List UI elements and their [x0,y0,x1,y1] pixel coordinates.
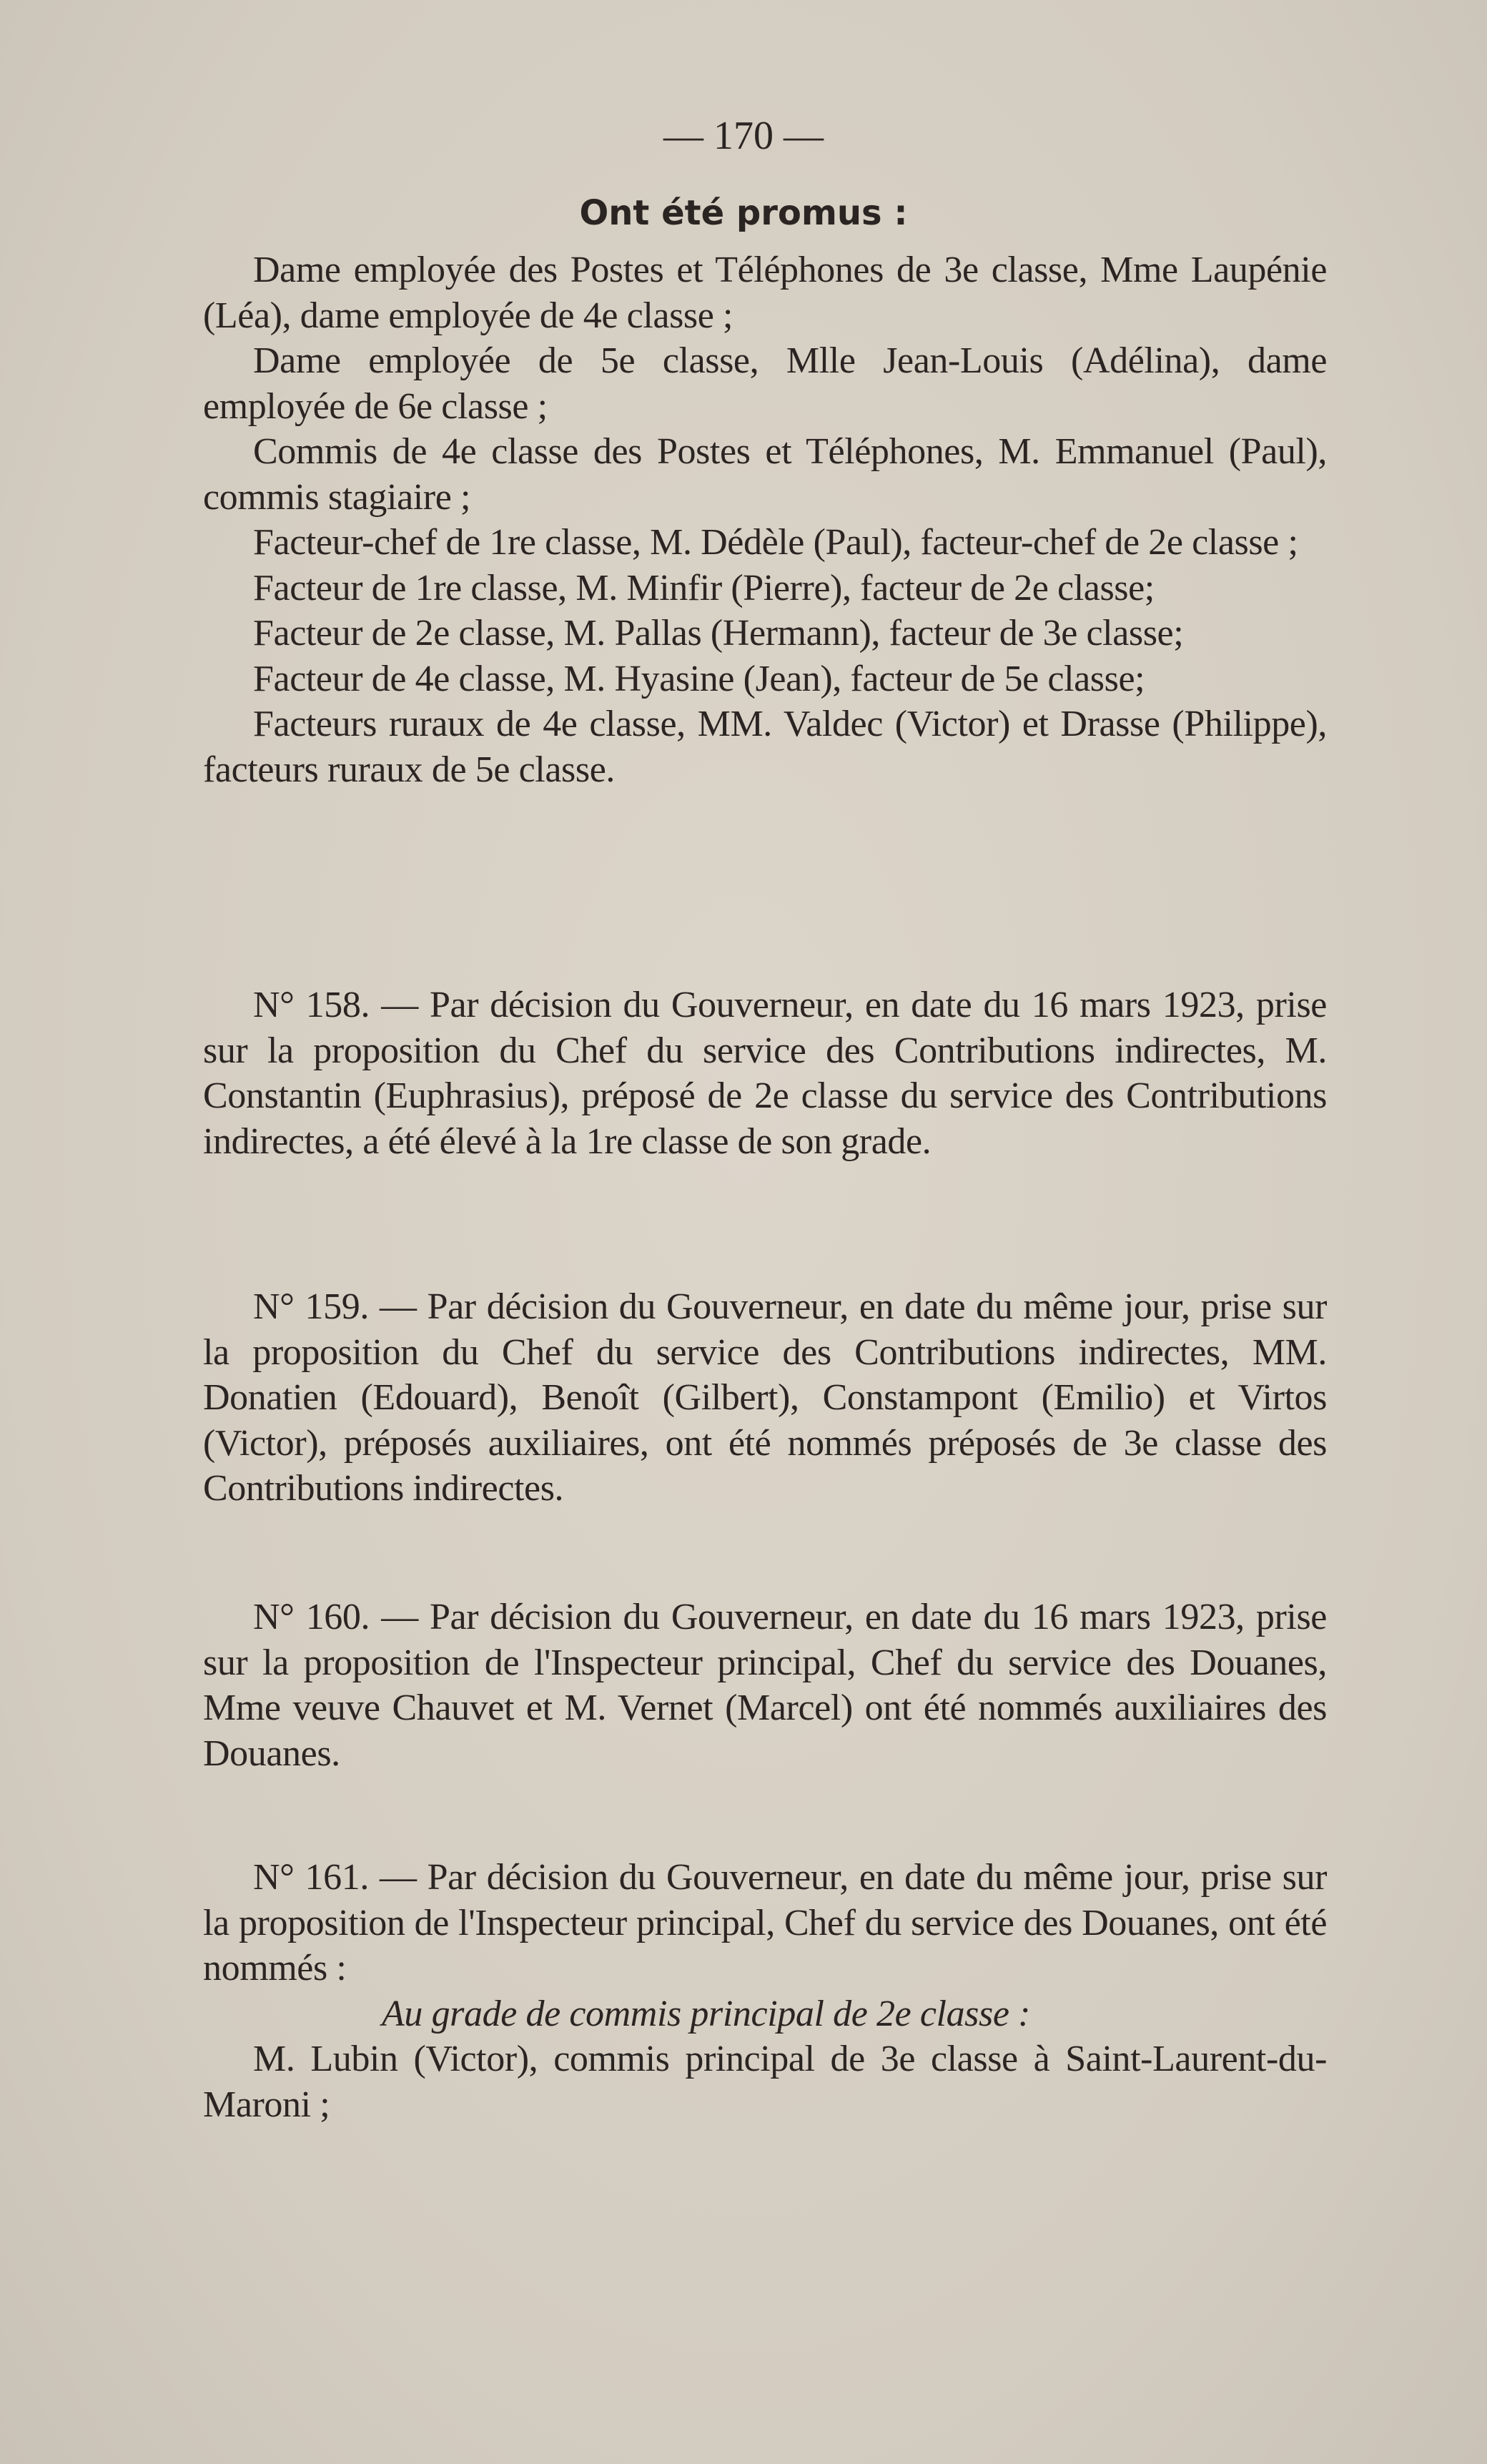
promotion-paragraph: Facteur-chef de 1re classe, M. Dédèle (Paul), facteur-chef de 2e classe ; [253,522,1298,563]
decision-160 [203,1595,1327,1776]
promotion-paragraph: Dame employée des Postes et Téléphones de 3e classe, Mme Laupénie (Léa), dame employée de 4e classe ; [203,250,1327,336]
decision-159 [203,1284,1327,1512]
appointment-item: M. Lubin (Victor), commis principal de 3e classe à Saint-Laurent-du-Maroni ; [203,2039,1327,2125]
page-number: — 170 — [663,114,824,158]
promotion-paragraph: Facteur de 4e classe, M. Hyasine (Jean), facteur de 5e classe; [253,658,1145,699]
promotion-paragraph: Facteur de 2e classe, M. Pallas (Hermann), facteur de 3e classe; [253,613,1184,654]
promotion-paragraph: Facteurs ruraux de 4e classe, MM. Valdec (Victor) et Drasse (Philippe), facteurs ruraux de 5e classe. [203,704,1327,790]
decision-paragraph: N° 160. — Par décision du Gouverneur, en date du 16 mars 1923, prise sur la proposition de l'Inspecteur principal, Chef du service des Douanes, Mme veuve Chauvet et M. Vernet (Marcel) ont été nommés auxiliaires des Douanes. [203,1597,1327,1774]
promotion-paragraph: Commis de 4e classe des Postes et Téléphones, M. Emmanuel (Paul), commis stagiaire ; [203,431,1327,518]
promotion-paragraph: Facteur de 1re classe, M. Minfir (Pierre), facteur de 2e classe; [253,567,1155,608]
grade-subheading: Au grade de commis principal de 2e classe : [382,1993,1031,2034]
decision-161 [203,1855,1327,2127]
decision-paragraph: N° 161. — Par décision du Gouverneur, en date du même jour, prise sur la proposition de l'Inspecteur principal, Chef du service des Douanes, ont été nommés : [203,1857,1327,1989]
promotion-paragraph: Dame employée de 5e classe, Mlle Jean-Louis (Adélina), dame employée de 6e classe ; [203,340,1327,427]
section-heading: Ont été promus : [579,193,908,233]
decision-158 [203,982,1327,1164]
promotions-list [203,247,1327,792]
decision-paragraph: N° 158. — Par décision du Gouverneur, en date du 16 mars 1923, prise sur la proposition du Chef du service des Contributions indirectes, M. Constantin (Euphrasius), préposé de 2e classe du service des Contributions indirectes, a été élevé à la 1re classe de son grade. [203,985,1327,1162]
decision-paragraph: N° 159. — Par décision du Gouverneur, en date du même jour, prise sur la proposition du Chef du service des Contributions indirectes, MM. Donatien (Edouard), Benoît (Gilbert), Constampont (Emilio) et Virtos (Victor), préposés auxiliaires, ont été nommés préposés de 3e classe des Contributions indirectes. [203,1286,1327,1509]
